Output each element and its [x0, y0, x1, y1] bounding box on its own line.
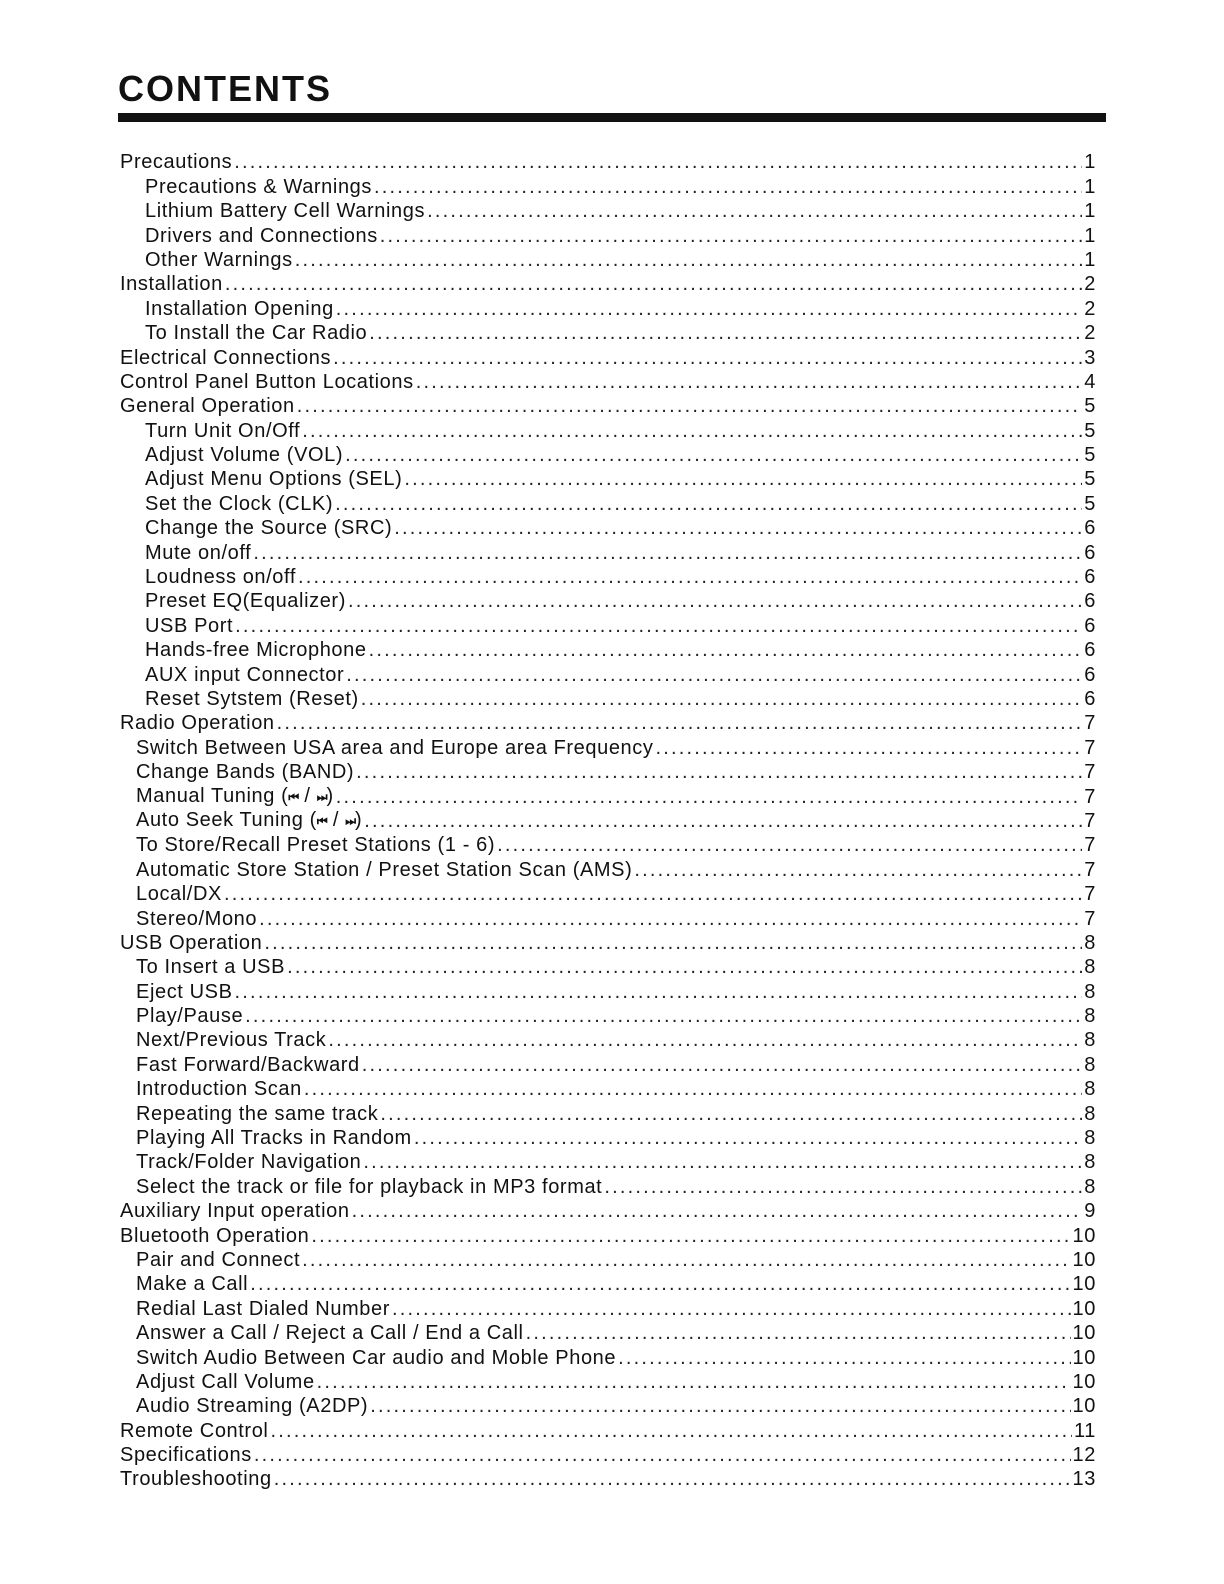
- toc-page-number: 6: [1084, 517, 1096, 540]
- toc-page-number: 8: [1084, 1005, 1096, 1028]
- toc-entry-label: [145, 224, 378, 248]
- toc-entry[interactable]: [0, 248, 1096, 272]
- toc-page-number: 10: [1072, 1224, 1096, 1247]
- icon-separator: /: [298, 784, 317, 807]
- toc-entry[interactable]: [0, 540, 1096, 564]
- toc-page-number: 1: [1084, 200, 1096, 223]
- toc-entry-label: [136, 1126, 412, 1150]
- toc-entry-label: [136, 1150, 361, 1174]
- toc-entry-label: [136, 907, 257, 931]
- toc-entry-label: [120, 1467, 272, 1491]
- toc-entry-label: [120, 711, 275, 735]
- toc-entry-text: Precautions: [120, 151, 233, 174]
- toc-entry-text: Remote Control: [120, 1419, 269, 1442]
- dot-leader: [224, 882, 1082, 906]
- toc-entry-text: Mute on/off: [145, 541, 252, 564]
- toc-page-number: 1: [1084, 224, 1096, 247]
- toc-entry-label: [136, 955, 285, 979]
- toc-entry[interactable]: [0, 1418, 1096, 1442]
- toc-entry[interactable]: [0, 223, 1096, 247]
- toc-entry-text: Switch Between USA area and Europe area Frequency: [136, 736, 654, 759]
- toc-entry-label: [145, 443, 343, 467]
- toc-entry[interactable]: [0, 565, 1096, 589]
- toc-entry[interactable]: [0, 589, 1096, 613]
- dot-leader: [346, 663, 1082, 687]
- toc-entry-label: [145, 321, 367, 345]
- toc-entry-text: USB Operation: [120, 931, 263, 954]
- toc-entry-label: [136, 1175, 602, 1199]
- toc-entry[interactable]: [0, 931, 1096, 955]
- toc-entry-text: To Install the Car Radio: [145, 322, 368, 345]
- dot-leader: [311, 1224, 1070, 1248]
- toc-entry-text: Control Panel Button Locations: [120, 370, 414, 393]
- toc-entry-label: [136, 808, 362, 833]
- dot-leader: [302, 419, 1082, 443]
- dot-leader: [295, 248, 1083, 272]
- toc-page-number: 8: [1084, 1053, 1096, 1076]
- toc-page-number: 3: [1084, 346, 1096, 369]
- dot-leader: [287, 955, 1082, 979]
- toc-entry-text: General Operation: [120, 395, 295, 418]
- toc-entry[interactable]: [0, 199, 1096, 223]
- toc-entry[interactable]: [0, 1004, 1096, 1028]
- toc-page-number: 7: [1084, 858, 1096, 881]
- toc-entry-text: Loudness on/off: [145, 566, 296, 589]
- toc-entry-text: Answer a Call / Reject a Call / End a Call: [136, 1322, 524, 1345]
- toc-entry[interactable]: [0, 394, 1096, 418]
- toc-page-number: 10: [1072, 1297, 1096, 1320]
- toc-page-number: 7: [1084, 761, 1096, 784]
- toc-entry-text: Make a Call: [136, 1273, 249, 1296]
- title-divider: [118, 113, 1106, 122]
- skip-next-icon: ⏭: [316, 789, 327, 804]
- toc-page-number: 7: [1084, 834, 1096, 857]
- dot-leader: [363, 1150, 1082, 1174]
- toc-page-number: 11: [1074, 1419, 1096, 1442]
- toc-entry-label: [136, 1370, 315, 1394]
- toc-page-number: 8: [1084, 931, 1096, 954]
- toc-entry[interactable]: [0, 1174, 1096, 1198]
- toc-entry-text: Troubleshooting: [120, 1468, 272, 1491]
- toc-entry-suffix: ): [326, 784, 334, 807]
- toc-entry-text: Electrical Connections: [120, 346, 332, 369]
- dot-leader: [348, 589, 1082, 613]
- toc-page-number: 8: [1084, 1127, 1096, 1150]
- toc-entry-text: Auxiliary Input operation: [120, 1200, 350, 1223]
- dot-leader: [392, 1297, 1071, 1321]
- dot-leader: [380, 1102, 1082, 1126]
- dot-leader: [277, 711, 1083, 735]
- dot-leader: [274, 1467, 1071, 1491]
- toc-page-number: 10: [1072, 1273, 1096, 1296]
- dot-leader: [317, 1370, 1071, 1394]
- icon-separator: /: [326, 809, 346, 832]
- toc-entry-label: [145, 565, 296, 589]
- toc-entry-text: USB Port: [145, 614, 234, 637]
- toc-entry-label: [120, 272, 223, 296]
- dot-leader: [336, 297, 1082, 321]
- toc-entry[interactable]: [0, 1321, 1096, 1345]
- toc-page-number: 8: [1084, 956, 1096, 979]
- toc-page-number: 10: [1072, 1322, 1096, 1345]
- toc-entry-text: Introduction Scan: [136, 1078, 302, 1101]
- toc-entry-label: [145, 419, 300, 443]
- toc-entry-label: [136, 833, 495, 857]
- dot-leader: [225, 272, 1082, 296]
- toc-entry-label: [136, 736, 653, 760]
- toc-entry-text: Turn Unit On/Off: [145, 419, 301, 442]
- toc-page-number: 6: [1084, 614, 1096, 637]
- toc-entry-text: AUX input Connector: [145, 663, 345, 686]
- toc-entry[interactable]: [0, 906, 1096, 930]
- toc-entry-label: [145, 516, 392, 540]
- toc-entry[interactable]: [0, 1077, 1096, 1101]
- toc-entry-text: Installation: [120, 273, 223, 296]
- toc-entry[interactable]: [0, 1443, 1096, 1467]
- toc-entry[interactable]: [0, 443, 1096, 467]
- toc-entry[interactable]: [0, 418, 1096, 442]
- toc-entry-label: [145, 589, 346, 613]
- toc-page-number: 8: [1084, 1175, 1096, 1198]
- toc-entry[interactable]: [0, 150, 1096, 174]
- toc-page-number: 6: [1084, 566, 1096, 589]
- dot-leader: [270, 1419, 1072, 1443]
- toc-entry-text: Stereo/Mono: [136, 907, 258, 930]
- toc-entry-label: [136, 1028, 326, 1052]
- toc-entry-label: [145, 663, 344, 687]
- toc-entry[interactable]: [0, 662, 1096, 686]
- toc-entry-text: Precautions & Warnings: [145, 175, 372, 198]
- toc-entry-label: [120, 1224, 309, 1248]
- toc-page-number: 7: [1084, 712, 1096, 735]
- toc-entry[interactable]: [0, 321, 1096, 345]
- skip-previous-icon: ⏮: [316, 813, 327, 828]
- toc-entry-label: [136, 1004, 243, 1028]
- toc-entry[interactable]: [0, 857, 1096, 881]
- toc-entry[interactable]: [0, 784, 1096, 808]
- toc-entry-label: [120, 1199, 350, 1223]
- toc-entry-text: To Store/Recall Preset Stations (1 - 6): [136, 834, 496, 857]
- dot-leader: [335, 492, 1082, 516]
- toc-entry[interactable]: [0, 1101, 1096, 1125]
- toc-page-number: 8: [1084, 1029, 1096, 1052]
- toc-entry-text: Change Bands (BAND): [136, 761, 355, 784]
- dot-leader: [234, 150, 1082, 174]
- dot-leader: [526, 1321, 1071, 1345]
- dot-leader: [356, 760, 1082, 784]
- toc-entry-text: Automatic Store Station / Preset Station Scan (AMS): [136, 858, 633, 881]
- toc-entry[interactable]: [0, 955, 1096, 979]
- toc-entry-label: [145, 614, 233, 638]
- toc-entry-text: Lithium Battery Cell Warnings: [145, 200, 426, 223]
- dot-leader: [380, 224, 1082, 248]
- toc-entry-label: [120, 150, 232, 174]
- toc-entry[interactable]: [0, 516, 1096, 540]
- toc-page-number: 2: [1084, 297, 1096, 320]
- toc-entry[interactable]: [0, 370, 1096, 394]
- toc-page-number: 6: [1084, 687, 1096, 710]
- toc-entry[interactable]: [0, 979, 1096, 1003]
- toc-entry-label: [145, 638, 367, 662]
- toc-page-number: 7: [1084, 736, 1096, 759]
- toc-entry-text: Specifications: [120, 1444, 252, 1467]
- dot-leader: [245, 1004, 1082, 1028]
- dot-leader: [604, 1175, 1082, 1199]
- toc-entry-label: [136, 1297, 390, 1321]
- toc-entry-label: [145, 541, 251, 565]
- toc-entry-text: Redial Last Dialed Number: [136, 1297, 391, 1320]
- dot-leader: [235, 980, 1083, 1004]
- toc-page-number: 2: [1084, 322, 1096, 345]
- page-title: CONTENTS: [118, 68, 332, 109]
- dot-leader: [374, 175, 1082, 199]
- toc-entry-label: [145, 687, 359, 711]
- toc-entry[interactable]: [0, 1052, 1096, 1076]
- toc-page-number: 8: [1084, 1151, 1096, 1174]
- toc-entry-text: Fast Forward/Backward: [136, 1053, 360, 1076]
- toc-page-number: 8: [1084, 980, 1096, 1003]
- toc-entry-text: Other Warnings: [145, 248, 293, 271]
- toc-page-number: 5: [1084, 468, 1096, 491]
- dot-leader: [304, 1077, 1082, 1101]
- toc-entry-label: [136, 1248, 300, 1272]
- dot-leader: [302, 1248, 1070, 1272]
- table-of-contents: [0, 150, 1224, 1491]
- toc-entry-label: [145, 248, 293, 272]
- toc-entry[interactable]: [0, 711, 1096, 735]
- toc-page-number: 12: [1072, 1444, 1096, 1467]
- dot-leader: [297, 394, 1083, 418]
- toc-entry-label: [145, 297, 334, 321]
- toc-entry-text: Set the Clock (CLK): [145, 492, 334, 515]
- toc-page-number: 10: [1072, 1248, 1096, 1271]
- toc-entry-text: Next/Previous Track: [136, 1029, 327, 1052]
- toc-entry[interactable]: [0, 1028, 1096, 1052]
- dot-leader: [362, 1053, 1082, 1077]
- toc-entry[interactable]: [0, 1248, 1096, 1272]
- toc-entry-label: [120, 1419, 268, 1443]
- toc-entry-text: Select the track or file for playback in MP3 format: [136, 1175, 603, 1198]
- skip-next-icon: ⏭: [345, 813, 356, 828]
- toc-entry-text: Track/Folder Navigation: [136, 1151, 362, 1174]
- toc-entry-label: [136, 1102, 378, 1126]
- toc-page-number: 1: [1084, 248, 1096, 271]
- dot-leader: [369, 321, 1082, 345]
- dot-leader: [364, 809, 1082, 833]
- toc-entry-label: [136, 760, 354, 784]
- toc-entry-text: Play/Pause: [136, 1005, 244, 1028]
- toc-entry-label: [136, 1346, 616, 1370]
- toc-page-number: 6: [1084, 663, 1096, 686]
- toc-entry[interactable]: [0, 1272, 1096, 1296]
- toc-page-number: 13: [1072, 1468, 1096, 1491]
- dot-leader: [394, 516, 1082, 540]
- toc-entry-label: [136, 980, 233, 1004]
- dot-leader: [254, 1443, 1071, 1467]
- toc-entry-text: Pair and Connect: [136, 1248, 301, 1271]
- toc-page-number: 5: [1084, 419, 1096, 442]
- toc-entry[interactable]: [0, 1394, 1096, 1418]
- dot-leader: [370, 1394, 1070, 1418]
- toc-page-number: 9: [1084, 1200, 1096, 1223]
- toc-entry-label: [136, 882, 222, 906]
- toc-page-number: 5: [1084, 395, 1096, 418]
- toc-page-number: 5: [1084, 492, 1096, 515]
- toc-entry[interactable]: [0, 491, 1096, 515]
- toc-entry[interactable]: [0, 1223, 1096, 1247]
- toc-entry-text: Radio Operation: [120, 712, 275, 735]
- toc-entry-text: Reset Sytstem (Reset): [145, 687, 359, 710]
- toc-page-number: 1: [1084, 175, 1096, 198]
- dot-leader: [414, 1126, 1082, 1150]
- toc-entry-text: Hands-free Microphone: [145, 639, 367, 662]
- dot-leader: [333, 346, 1082, 370]
- dot-leader: [352, 1199, 1083, 1223]
- toc-entry[interactable]: [0, 833, 1096, 857]
- toc-entry-label: [145, 175, 372, 199]
- toc-entry[interactable]: [0, 882, 1096, 906]
- dot-leader: [416, 370, 1083, 394]
- toc-entry[interactable]: [0, 467, 1096, 491]
- toc-entry-label: [120, 1443, 252, 1467]
- toc-page-number: 4: [1084, 370, 1096, 393]
- toc-entry-suffix: ): [355, 809, 363, 832]
- toc-entry-label: [136, 784, 334, 809]
- dot-leader: [253, 541, 1082, 565]
- toc-entry-label: [120, 394, 295, 418]
- toc-page-number: 7: [1084, 785, 1096, 808]
- toc-entry[interactable]: [0, 296, 1096, 320]
- toc-entry[interactable]: [0, 1467, 1096, 1491]
- toc-entry-label: [120, 370, 414, 394]
- toc-page-number: 7: [1084, 809, 1096, 832]
- toc-entry-text: Drivers and Connections: [145, 224, 378, 247]
- toc-entry-label: [136, 1053, 360, 1077]
- dot-leader: [336, 785, 1082, 809]
- toc-page-number: 1: [1084, 151, 1096, 174]
- toc-entry-text: Preset EQ(Equalizer): [145, 590, 346, 613]
- toc-entry[interactable]: [0, 1199, 1096, 1223]
- dot-leader: [361, 687, 1083, 711]
- dot-leader: [369, 638, 1083, 662]
- toc-entry-text: Adjust Volume (VOL): [145, 444, 344, 467]
- toc-page-number: 7: [1084, 907, 1096, 930]
- toc-entry[interactable]: [0, 1345, 1096, 1369]
- toc-entry[interactable]: [0, 1296, 1096, 1320]
- toc-page-number: 10: [1072, 1395, 1096, 1418]
- toc-page-number: 10: [1072, 1346, 1096, 1369]
- toc-entry[interactable]: [0, 638, 1096, 662]
- dot-leader: [328, 1028, 1082, 1052]
- toc-entry-label: [136, 1394, 368, 1418]
- toc-entry-label: [145, 467, 402, 491]
- toc-entry-text: Bluetooth Operation: [120, 1224, 310, 1247]
- toc-entry-text: Change the Source (SRC): [145, 517, 393, 540]
- dot-leader: [618, 1346, 1070, 1370]
- toc-entry-text: Adjust Call Volume: [136, 1370, 315, 1393]
- toc-page-number: 6: [1084, 639, 1096, 662]
- toc-page-number: 2: [1084, 273, 1096, 296]
- toc-page-number: 8: [1084, 1102, 1096, 1125]
- dot-leader: [250, 1272, 1070, 1296]
- dot-leader: [655, 736, 1082, 760]
- toc-entry[interactable]: [0, 687, 1096, 711]
- toc-entry[interactable]: [0, 613, 1096, 637]
- toc-entry-label: [145, 199, 425, 223]
- dot-leader: [634, 858, 1082, 882]
- dot-leader: [404, 467, 1082, 491]
- toc-entry[interactable]: [0, 1150, 1096, 1174]
- toc-entry-text: Switch Audio Between Car audio and Moble Phone: [136, 1346, 617, 1369]
- toc-entry-text: Local/DX: [136, 883, 222, 906]
- toc-entry[interactable]: [0, 174, 1096, 198]
- dot-leader: [264, 931, 1082, 955]
- toc-entry[interactable]: [0, 272, 1096, 296]
- toc-entry-text: Installation Opening: [145, 297, 334, 320]
- toc-entry[interactable]: [0, 1126, 1096, 1150]
- toc-page-number: 6: [1084, 541, 1096, 564]
- toc-entry-label: [136, 1272, 248, 1296]
- dot-leader: [345, 443, 1082, 467]
- toc-entry-label: [136, 1321, 524, 1345]
- toc-entry[interactable]: [0, 1370, 1096, 1394]
- toc-entry-text: Auto Seek Tuning (: [136, 809, 317, 832]
- toc-page-number: 6: [1084, 590, 1096, 613]
- toc-entry[interactable]: [0, 760, 1096, 784]
- skip-previous-icon: ⏮: [288, 789, 299, 804]
- toc-page-number: 7: [1084, 883, 1096, 906]
- toc-entry[interactable]: [0, 345, 1096, 369]
- toc-entry-text: Audio Streaming (A2DP): [136, 1395, 369, 1418]
- toc-page-number: 8: [1084, 1078, 1096, 1101]
- toc-entry-text: Repeating the same track: [136, 1102, 379, 1125]
- toc-entry-text: Eject USB: [136, 980, 233, 1003]
- toc-entry-text: Manual Tuning (: [136, 784, 289, 807]
- dot-leader: [497, 833, 1082, 857]
- toc-entry[interactable]: [0, 809, 1096, 833]
- toc-entry-label: [136, 858, 632, 882]
- toc-entry-label: [120, 931, 262, 955]
- dot-leader: [427, 199, 1082, 223]
- toc-entry[interactable]: [0, 735, 1096, 759]
- toc-entry-text: To Insert a USB: [136, 956, 286, 979]
- toc-entry-text: Playing All Tracks in Random: [136, 1127, 412, 1150]
- toc-entry-text: Adjust Menu Options (SEL): [145, 468, 403, 491]
- toc-page-number: 10: [1072, 1370, 1096, 1393]
- toc-entry-label: [136, 1077, 302, 1101]
- toc-page-number: 5: [1084, 444, 1096, 467]
- dot-leader: [298, 565, 1082, 589]
- dot-leader: [259, 907, 1082, 931]
- toc-entry-label: [120, 346, 331, 370]
- toc-entry-label: [145, 492, 333, 516]
- dot-leader: [235, 614, 1082, 638]
